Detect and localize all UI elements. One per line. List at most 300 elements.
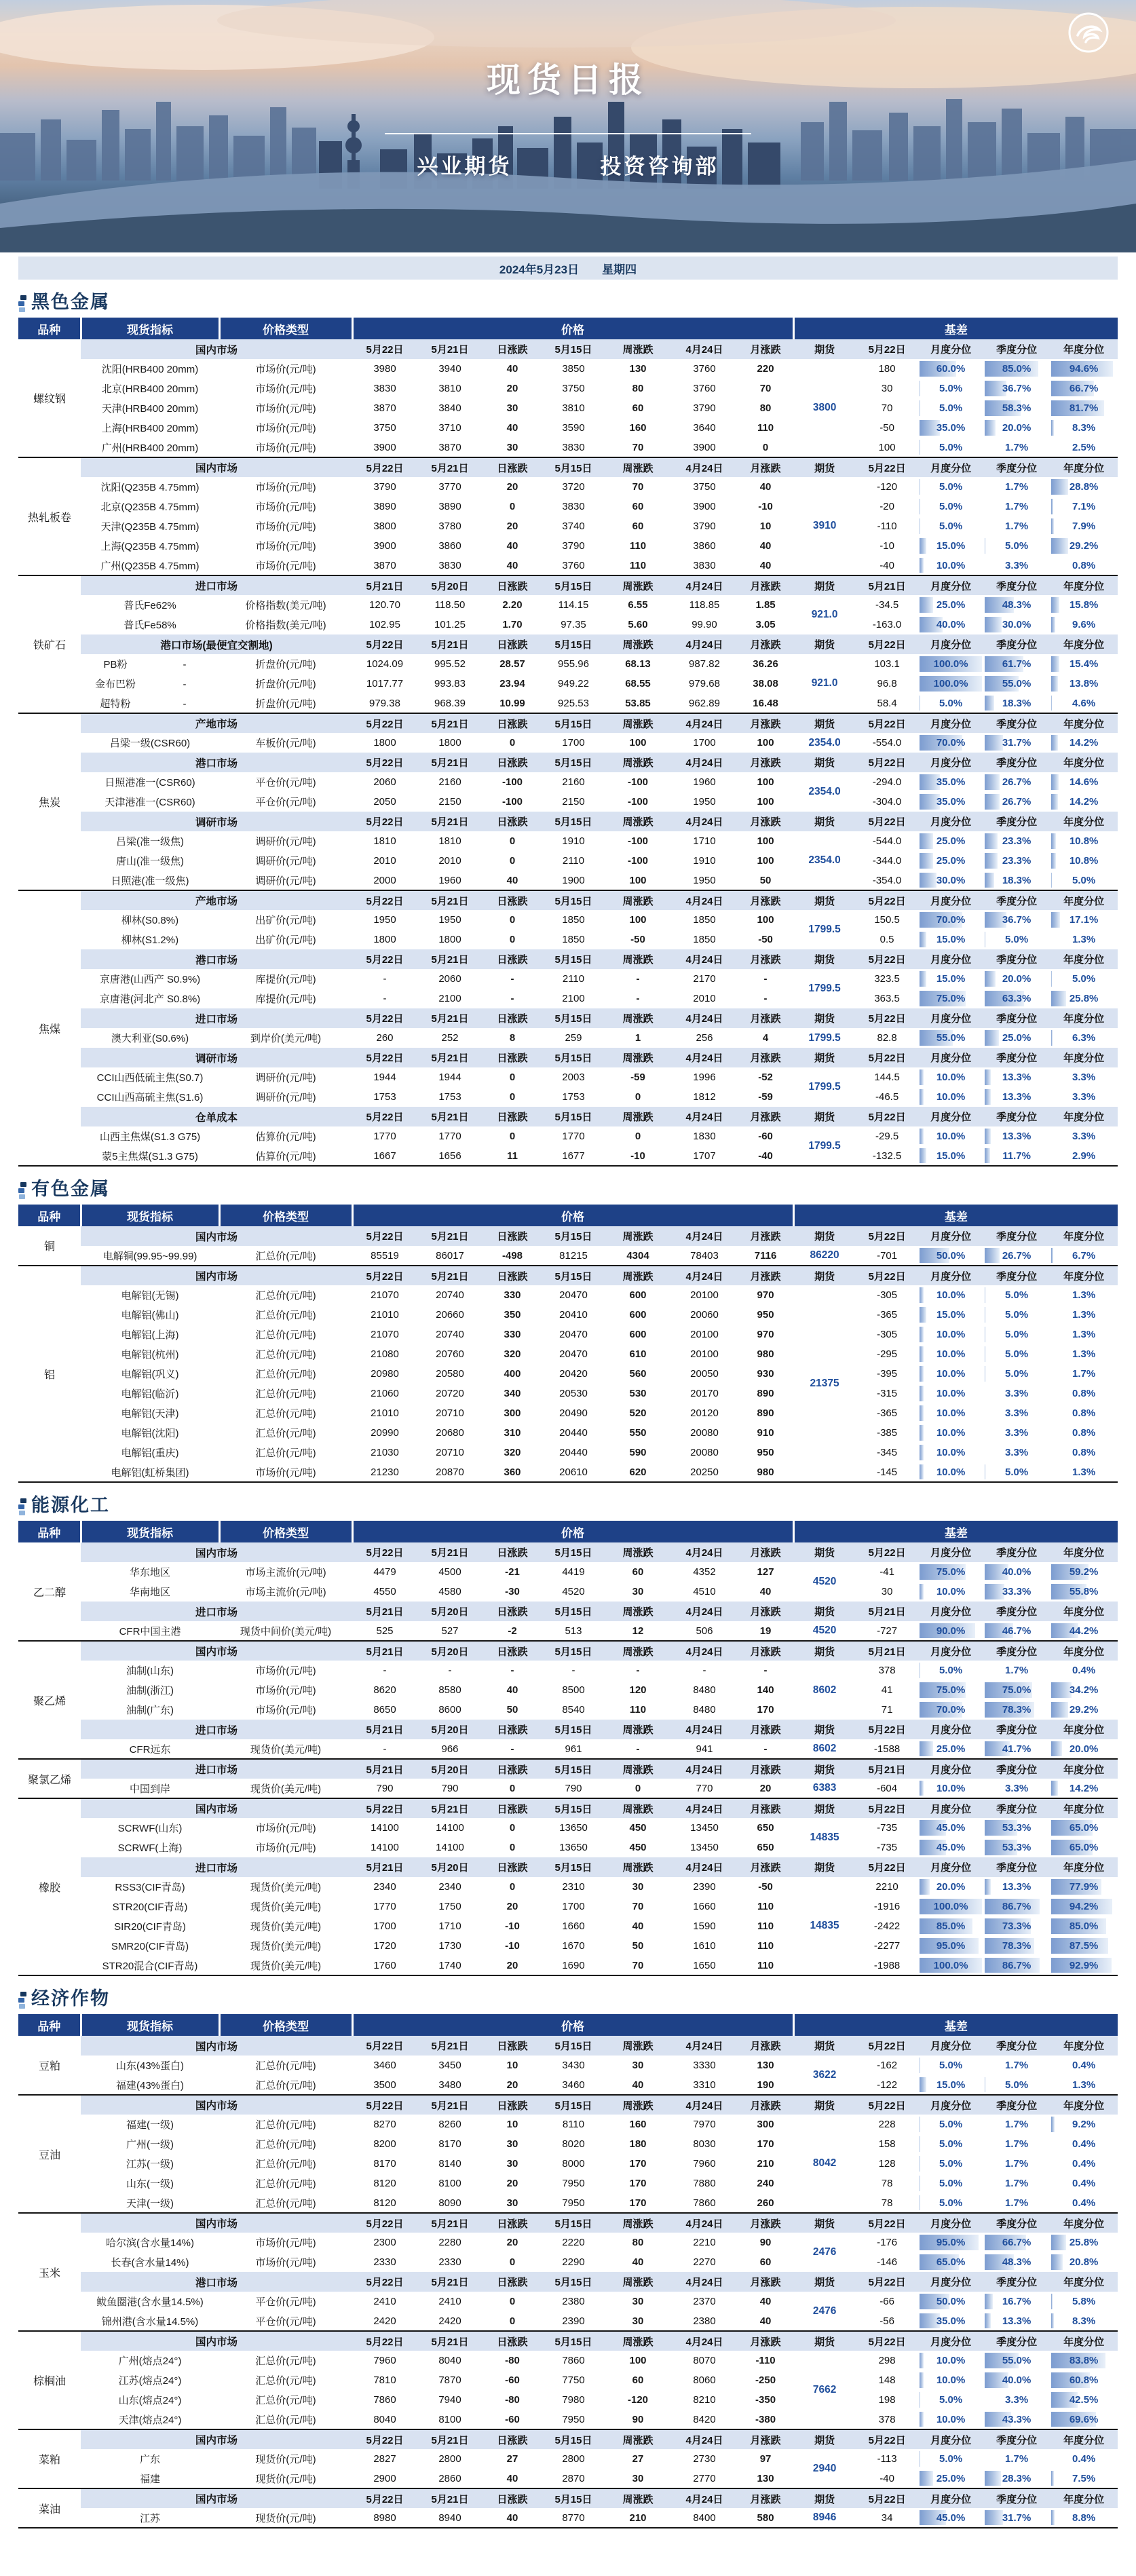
percentile-value: 46.7% bbox=[1002, 1625, 1031, 1637]
percentile-cell bbox=[918, 1661, 983, 1680]
market-subheader-row bbox=[18, 1107, 1118, 1126]
market-subheader-row bbox=[18, 2036, 1118, 2056]
data-row bbox=[18, 1897, 1118, 1916]
price-cell: 2280 bbox=[438, 2237, 461, 2248]
change-cell: 20 bbox=[506, 481, 518, 493]
column-date-header: 季度分位 bbox=[983, 2213, 1050, 2233]
change-cell: 40 bbox=[506, 422, 518, 434]
percentile-value: 8.3% bbox=[1072, 2315, 1096, 2327]
market-subheader: 港口市场 bbox=[81, 753, 352, 772]
column-date-header: 5月21日 bbox=[417, 713, 482, 733]
variety-cell: 豆油 bbox=[18, 2095, 81, 2213]
price-cell: 525 bbox=[376, 1625, 394, 1637]
change-cell: 930 bbox=[757, 1368, 774, 1380]
price-cell: 1800 bbox=[373, 934, 396, 945]
percentile-value: 6.7% bbox=[1072, 1249, 1096, 1262]
data-row bbox=[18, 2115, 1118, 2134]
percentile-cell bbox=[918, 2134, 983, 2154]
data-row bbox=[18, 2508, 1118, 2528]
percentile-cell bbox=[1050, 2410, 1118, 2429]
change-cell: 60 bbox=[632, 520, 644, 532]
percentile-value: 1.3% bbox=[1072, 1329, 1096, 1340]
indicator-cell: 柳林(S0.8%) bbox=[121, 915, 179, 926]
data-row bbox=[18, 556, 1118, 575]
data-row bbox=[18, 1661, 1118, 1680]
percentile-cell bbox=[983, 536, 1050, 556]
price-cell: 7860 bbox=[373, 2394, 396, 2406]
change-cell: - bbox=[510, 973, 514, 985]
basis-cell: 228 bbox=[878, 2119, 896, 2130]
column-date-header: 5月22日 bbox=[856, 2036, 918, 2056]
column-date-header: 5月22日 bbox=[352, 2036, 417, 2056]
market-subheader-row bbox=[18, 1542, 1118, 1562]
change-cell: 3.05 bbox=[755, 619, 776, 630]
change-cell: 100 bbox=[629, 914, 647, 926]
column-date-header: 日涨跌 bbox=[482, 2331, 542, 2351]
price-cell: 8170 bbox=[373, 2158, 396, 2170]
price-cell: 4352 bbox=[693, 1566, 716, 1578]
column-date-header: 5月15日 bbox=[542, 1542, 605, 1562]
percentile-cell bbox=[1050, 2154, 1118, 2174]
indicator-cell: 福建(43%蛋白) bbox=[115, 2079, 184, 2091]
section-icon bbox=[18, 1992, 24, 2010]
change-cell: -350 bbox=[755, 2394, 776, 2406]
price-type-cell: 平仓价(元/吨) bbox=[255, 2296, 316, 2308]
price-cell: 86017 bbox=[436, 1249, 464, 1262]
column-date-header: 月涨跌 bbox=[738, 2095, 793, 2115]
section-icon-square bbox=[18, 301, 24, 306]
price-type-cell: 汇总价(元/吨) bbox=[255, 2178, 316, 2190]
percentile-bar bbox=[1051, 2294, 1053, 2309]
futures-cell: 921.0 bbox=[811, 677, 838, 689]
price-cell: 8540 bbox=[562, 1704, 585, 1716]
percentile-value: 20.0% bbox=[1002, 973, 1031, 985]
indicator-cell: 电解铝(虹桥集团) bbox=[111, 1466, 189, 1479]
price-type-cell: 平仓价(元/吨) bbox=[255, 2315, 316, 2328]
market-subheader: 进口市场 bbox=[81, 1008, 352, 1028]
price-cell: - bbox=[571, 1665, 575, 1676]
change-cell: 30 bbox=[632, 1881, 644, 1893]
price-cell: 3460 bbox=[562, 2079, 585, 2091]
percentile-cell bbox=[1050, 2292, 1118, 2311]
column-date-header: 季度分位 bbox=[983, 339, 1050, 359]
percentile-cell bbox=[918, 2449, 983, 2469]
price-cell: 1900 bbox=[562, 874, 585, 886]
column-date-header: 季度分位 bbox=[983, 1602, 1050, 1621]
percentile-bar bbox=[985, 2313, 991, 2328]
basis-cell: -1916 bbox=[873, 1901, 901, 1912]
indicator-cell: 华南地区 bbox=[129, 1587, 170, 1598]
change-cell: -60 bbox=[505, 2413, 520, 2425]
change-cell: 8 bbox=[509, 1032, 516, 1044]
basis-cell: -305 bbox=[877, 1329, 898, 1340]
percentile-value: 61.7% bbox=[1002, 658, 1031, 670]
percentile-cell bbox=[918, 851, 983, 871]
market-subheader: 国内市场 bbox=[81, 1542, 352, 1562]
percentile-value: 87.5% bbox=[1069, 1940, 1099, 1952]
percentile-cell bbox=[1050, 1403, 1118, 1423]
price-cell: 21010 bbox=[371, 1407, 399, 1419]
percentile-cell bbox=[1050, 910, 1118, 930]
percentile-value: 0.4% bbox=[1072, 2178, 1096, 2189]
basis-cell: -395 bbox=[877, 1368, 898, 1380]
price-cell: 13450 bbox=[690, 1822, 719, 1834]
change-cell: -60 bbox=[505, 2374, 520, 2386]
column-date-header: 期货 bbox=[793, 1542, 856, 1562]
change-cell: 30 bbox=[632, 2315, 644, 2327]
column-date-header: 5月22日 bbox=[856, 1798, 918, 1818]
percentile-cell bbox=[1050, 516, 1118, 536]
percentile-value: 11.7% bbox=[1002, 1150, 1031, 1162]
data-row bbox=[18, 1403, 1118, 1423]
indicator-cell: 中国到岸 bbox=[129, 1783, 170, 1795]
price-cell: 2380 bbox=[693, 2315, 716, 2327]
indicator-header: 现货指标 bbox=[81, 318, 219, 339]
price-cell: 1770 bbox=[562, 1131, 585, 1142]
price-type-cell: 汇总价(元/吨) bbox=[255, 1369, 316, 1380]
variety-header: 品种 bbox=[18, 1521, 81, 1542]
futures-cell: 14835 bbox=[810, 1920, 839, 1931]
data-row bbox=[18, 1680, 1118, 1700]
price-cell: 2860 bbox=[438, 2472, 461, 2484]
column-date-header: 日涨跌 bbox=[482, 457, 542, 477]
percentile-value: 15.0% bbox=[936, 1150, 966, 1162]
column-date-header: 日涨跌 bbox=[482, 575, 542, 595]
percentile-value: 40.0% bbox=[1002, 1566, 1031, 1578]
column-date-header: 5月22日 bbox=[352, 634, 417, 654]
percentile-cell bbox=[983, 379, 1050, 398]
change-cell: 170 bbox=[629, 2158, 647, 2170]
price-type-cell: 现货中间价(美元/吨) bbox=[240, 1625, 332, 1637]
column-date-header: 5月21日 bbox=[856, 1602, 918, 1621]
basis-cell: -20 bbox=[879, 501, 894, 512]
percentile-value: 0.4% bbox=[1072, 2453, 1096, 2465]
column-date-header: 周涨跌 bbox=[605, 890, 671, 910]
data-row bbox=[18, 477, 1118, 497]
price-cell: 8770 bbox=[562, 2512, 585, 2524]
percentile-cell bbox=[983, 1700, 1050, 1720]
change-cell: -80 bbox=[505, 2394, 520, 2406]
column-date-header: 月度分位 bbox=[918, 1048, 983, 1067]
price-cell: 3870 bbox=[373, 402, 396, 414]
price-cell: 7860 bbox=[562, 2355, 585, 2366]
price-type-cell: 市场价(元/吨) bbox=[255, 1842, 316, 1854]
price-type-cell: 汇总价(元/吨) bbox=[255, 1447, 316, 1459]
percentile-cell bbox=[1050, 1285, 1118, 1305]
percentile-cell bbox=[983, 654, 1050, 674]
column-date-header: 日涨跌 bbox=[482, 634, 542, 654]
change-cell: 0 bbox=[509, 1881, 516, 1893]
title-divider bbox=[385, 133, 751, 134]
price-cell: 1710 bbox=[438, 1920, 461, 1932]
change-cell: 980 bbox=[757, 1466, 774, 1478]
change-cell: 350 bbox=[504, 1309, 521, 1321]
price-type-cell: 估算价(元/吨) bbox=[255, 1150, 316, 1162]
basis-cell: 30 bbox=[881, 383, 893, 394]
company-name: 兴业期货 bbox=[417, 155, 512, 178]
percentile-cell bbox=[1050, 1680, 1118, 1700]
column-date-header: 5月15日 bbox=[542, 753, 605, 772]
change-cell: 110 bbox=[757, 1920, 774, 1932]
column-date-header: 年度分位 bbox=[1050, 2488, 1118, 2508]
data-row bbox=[18, 2311, 1118, 2331]
indicator-cell: 山东(43%蛋白) bbox=[115, 2060, 184, 2072]
percentile-value: 66.7% bbox=[1069, 383, 1099, 394]
percentile-cell bbox=[918, 1936, 983, 1956]
price-cell: 3900 bbox=[693, 501, 716, 512]
percentile-value: 26.7% bbox=[1002, 1249, 1031, 1262]
price-cell: 2380 bbox=[562, 2296, 585, 2307]
price-cell: 3710 bbox=[438, 422, 461, 434]
percentile-cell bbox=[1050, 1246, 1118, 1266]
percentile-cell bbox=[918, 674, 983, 694]
percentile-cell bbox=[1050, 2351, 1118, 2370]
price-cell: 987.82 bbox=[689, 658, 720, 670]
price-cell: 8480 bbox=[693, 1684, 716, 1696]
column-date-header: 4月24日 bbox=[671, 1008, 738, 1028]
column-date-header: 月度分位 bbox=[918, 2429, 983, 2449]
change-cell: 110 bbox=[757, 1940, 774, 1952]
basis-cell: 78 bbox=[881, 2178, 893, 2189]
price-type-cell: 市场价(元/吨) bbox=[255, 2237, 316, 2249]
column-date-header: 5月20日 bbox=[417, 1602, 482, 1621]
basis-cell: -56 bbox=[879, 2315, 894, 2327]
column-date-header: 月涨跌 bbox=[738, 1008, 793, 1028]
percentile-cell bbox=[983, 2252, 1050, 2272]
percentile-cell bbox=[1050, 1067, 1118, 1087]
percentile-value: 29.2% bbox=[1069, 540, 1099, 552]
column-date-header: 5月22日 bbox=[856, 634, 918, 654]
market-subheader-row bbox=[18, 949, 1118, 969]
percentile-value: 25.0% bbox=[936, 855, 966, 867]
column-date-header: 月度分位 bbox=[918, 2095, 983, 2115]
price-type-cell: 汇总价(元/吨) bbox=[255, 2375, 316, 2387]
indicator-cell: 蒙5主焦煤(S1.3 G75) bbox=[102, 1150, 198, 1162]
section-icon-square bbox=[20, 1992, 26, 1996]
column-date-header: 5月20日 bbox=[417, 575, 482, 595]
percentile-cell bbox=[983, 1443, 1050, 1462]
variety-header: 品种 bbox=[18, 2014, 81, 2036]
futures-cell: 8042 bbox=[812, 2157, 837, 2169]
column-date-header: 4月24日 bbox=[671, 1602, 738, 1621]
percentile-value: 13.8% bbox=[1069, 678, 1099, 689]
price-type-cell: 调研价(元/吨) bbox=[255, 875, 316, 887]
price-cell: 7750 bbox=[562, 2374, 585, 2386]
price-type-cell: 汇总价(元/吨) bbox=[255, 2355, 316, 2367]
price-cell: 2730 bbox=[693, 2453, 716, 2465]
column-date-header: 4月24日 bbox=[671, 1720, 738, 1739]
column-date-header: 季度分位 bbox=[983, 949, 1050, 969]
percentile-value: 44.2% bbox=[1069, 1625, 1099, 1637]
percentile-cell bbox=[918, 2410, 983, 2429]
price-cell: - bbox=[702, 1665, 706, 1676]
column-date-header: 期货 bbox=[793, 1008, 856, 1028]
column-date-header: 季度分位 bbox=[983, 457, 1050, 477]
change-cell: 70 bbox=[632, 481, 644, 493]
price-type-cell: 调研价(元/吨) bbox=[255, 856, 316, 867]
market-subheader-row bbox=[18, 1226, 1118, 1246]
indicator-cell: 电解铝(重庆) bbox=[121, 1447, 179, 1459]
change-cell: 0 bbox=[509, 1842, 516, 1853]
percentile-value: 5.0% bbox=[939, 2158, 963, 2170]
column-date-header: 5月15日 bbox=[542, 1720, 605, 1739]
percentile-cell bbox=[1050, 1936, 1118, 1956]
price-type-cell: 汇总价(元/吨) bbox=[255, 1388, 316, 1400]
percentile-bar bbox=[920, 1346, 924, 1362]
column-date-header: 4月24日 bbox=[671, 2036, 738, 2056]
percentile-cell bbox=[1050, 379, 1118, 398]
change-cell: 100 bbox=[757, 855, 774, 867]
market-subheader-row bbox=[18, 1266, 1118, 1285]
price-cell: 8020 bbox=[562, 2138, 585, 2150]
change-cell: -50 bbox=[758, 1881, 773, 1893]
percentile-cell bbox=[918, 1325, 983, 1344]
price-cell: 3810 bbox=[562, 402, 585, 414]
price-type-cell: 估算价(元/吨) bbox=[255, 1131, 316, 1143]
percentile-value: 29.2% bbox=[1069, 1704, 1099, 1716]
percentile-cell bbox=[918, 418, 983, 438]
price-cell: 1660 bbox=[562, 1920, 585, 1932]
percentile-bar bbox=[920, 1584, 924, 1599]
price-cell: 8480 bbox=[693, 1704, 716, 1716]
percentile-value: 73.3% bbox=[1002, 1920, 1031, 1932]
column-date-header: 期货 bbox=[793, 1107, 856, 1126]
change-cell: 0 bbox=[509, 1072, 516, 1083]
column-date-header: 月度分位 bbox=[918, 2272, 983, 2292]
data-row bbox=[18, 654, 1118, 674]
percentile-cell bbox=[918, 438, 983, 457]
column-date-header: 期货 bbox=[793, 2488, 856, 2508]
section-icon-square bbox=[18, 1998, 24, 2003]
market-subheader-row bbox=[18, 1857, 1118, 1877]
column-date-header: 5月15日 bbox=[542, 2488, 605, 2508]
column-date-header: 周涨跌 bbox=[605, 634, 671, 654]
percentile-value: 28.8% bbox=[1069, 481, 1099, 493]
percentile-cell bbox=[1050, 1582, 1118, 1602]
price-cell: 1960 bbox=[438, 874, 461, 886]
percentile-cell bbox=[1050, 1028, 1118, 1048]
percentile-value: 8.8% bbox=[1072, 2512, 1096, 2524]
column-date-header: 年度分位 bbox=[1050, 753, 1118, 772]
price-cell: 1812 bbox=[693, 1091, 716, 1103]
price-cell: 1650 bbox=[693, 1959, 716, 1971]
price-cell: 2100 bbox=[562, 993, 585, 1004]
futures-cell: 2354.0 bbox=[808, 786, 841, 797]
percentile-value: 75.0% bbox=[1002, 1684, 1031, 1696]
section-label bbox=[18, 1494, 1118, 1517]
futures-cell: 21375 bbox=[810, 1377, 839, 1389]
indicator-cell: 电解铝(天津) bbox=[121, 1408, 179, 1420]
price-header: 价格 bbox=[352, 1521, 793, 1542]
percentile-value: 23.3% bbox=[1002, 855, 1031, 867]
column-date-header: 季度分位 bbox=[983, 1048, 1050, 1067]
change-cell: 20 bbox=[506, 520, 518, 532]
indicator-cell: 天津(一级) bbox=[126, 2197, 174, 2210]
percentile-value: 5.0% bbox=[1004, 1368, 1029, 1380]
percentile-value: 86.7% bbox=[1002, 1959, 1031, 1971]
change-cell: 1.70 bbox=[502, 619, 523, 630]
futures-cell: 8946 bbox=[812, 2512, 837, 2523]
change-cell: 100 bbox=[757, 737, 774, 749]
change-cell: - bbox=[510, 993, 514, 1004]
data-row bbox=[18, 536, 1118, 556]
price-cell: 3480 bbox=[438, 2079, 461, 2091]
percentile-cell bbox=[983, 595, 1050, 615]
change-cell: 170 bbox=[757, 2138, 774, 2150]
column-date-header: 5月21日 bbox=[417, 457, 482, 477]
percentile-value: 42.5% bbox=[1069, 2394, 1099, 2406]
column-date-header: 4月24日 bbox=[671, 2488, 738, 2508]
column-date-header: 5月15日 bbox=[542, 1107, 605, 1126]
indicator-cell bbox=[81, 694, 219, 713]
change-cell: 970 bbox=[757, 1329, 774, 1340]
change-cell: 2.20 bbox=[502, 599, 523, 611]
percentile-cell bbox=[1050, 2508, 1118, 2528]
column-date-header: 月涨跌 bbox=[738, 1542, 793, 1562]
price-cell: 1950 bbox=[693, 796, 716, 808]
price-cell: 1610 bbox=[693, 1940, 716, 1952]
indicator-cell: 广州(熔点24°) bbox=[118, 2355, 182, 2367]
percentile-cell bbox=[918, 1700, 983, 1720]
price-cell: 8100 bbox=[438, 2178, 461, 2189]
percentile-cell bbox=[983, 989, 1050, 1008]
data-row bbox=[18, 2390, 1118, 2410]
percentile-value: 0.8% bbox=[1072, 1407, 1096, 1419]
percentile-cell bbox=[983, 910, 1050, 930]
price-cell: 1700 bbox=[373, 1920, 396, 1932]
percentile-value: 45.0% bbox=[936, 1842, 966, 1853]
change-cell: 130 bbox=[757, 2060, 774, 2071]
percentile-value: 75.0% bbox=[936, 1684, 966, 1696]
variety-cell: 棕榈油 bbox=[18, 2331, 81, 2429]
percentile-cell bbox=[983, 615, 1050, 634]
percentile-cell bbox=[983, 1403, 1050, 1423]
change-cell: - bbox=[763, 993, 768, 1004]
indicator-header: 现货指标 bbox=[81, 1205, 219, 1226]
price-cell: 20490 bbox=[559, 1407, 588, 1419]
price-cell: 3860 bbox=[438, 540, 461, 552]
data-row bbox=[18, 1582, 1118, 1602]
percentile-value: 50.0% bbox=[936, 1249, 966, 1262]
change-cell: -30 bbox=[505, 1586, 520, 1597]
variety-cell: 热轧板卷 bbox=[18, 457, 81, 575]
percentile-cell bbox=[983, 831, 1050, 851]
change-cell: 910 bbox=[757, 1427, 774, 1439]
data-row bbox=[18, 2154, 1118, 2174]
price-cell: 3780 bbox=[438, 520, 461, 532]
percentile-cell bbox=[1050, 497, 1118, 516]
data-row bbox=[18, 2252, 1118, 2272]
percentile-value: 0.4% bbox=[1072, 1665, 1096, 1676]
percentile-value: 10.0% bbox=[936, 1329, 966, 1340]
change-cell: 310 bbox=[504, 1427, 521, 1439]
column-date-header: 季度分位 bbox=[983, 1008, 1050, 1028]
price-cell: 20470 bbox=[559, 1329, 588, 1340]
market-subheader-row bbox=[18, 2095, 1118, 2115]
data-row bbox=[18, 1700, 1118, 1720]
change-cell: 320 bbox=[504, 1447, 521, 1458]
column-date-header: 年度分位 bbox=[1050, 2036, 1118, 2056]
price-type-cell: 现货价(美元/吨) bbox=[250, 1960, 322, 1972]
price-type-cell: 市场价(元/吨) bbox=[255, 560, 316, 572]
percentile-cell bbox=[983, 1087, 1050, 1107]
column-date-header: 5月21日 bbox=[417, 2036, 482, 2056]
price-cell: 3720 bbox=[562, 481, 585, 493]
percentile-cell bbox=[983, 1305, 1050, 1325]
market-subheader: 国内市场 bbox=[81, 2488, 352, 2508]
market-subheader-row bbox=[18, 2272, 1118, 2292]
percentile-value: 5.0% bbox=[1004, 1466, 1029, 1478]
